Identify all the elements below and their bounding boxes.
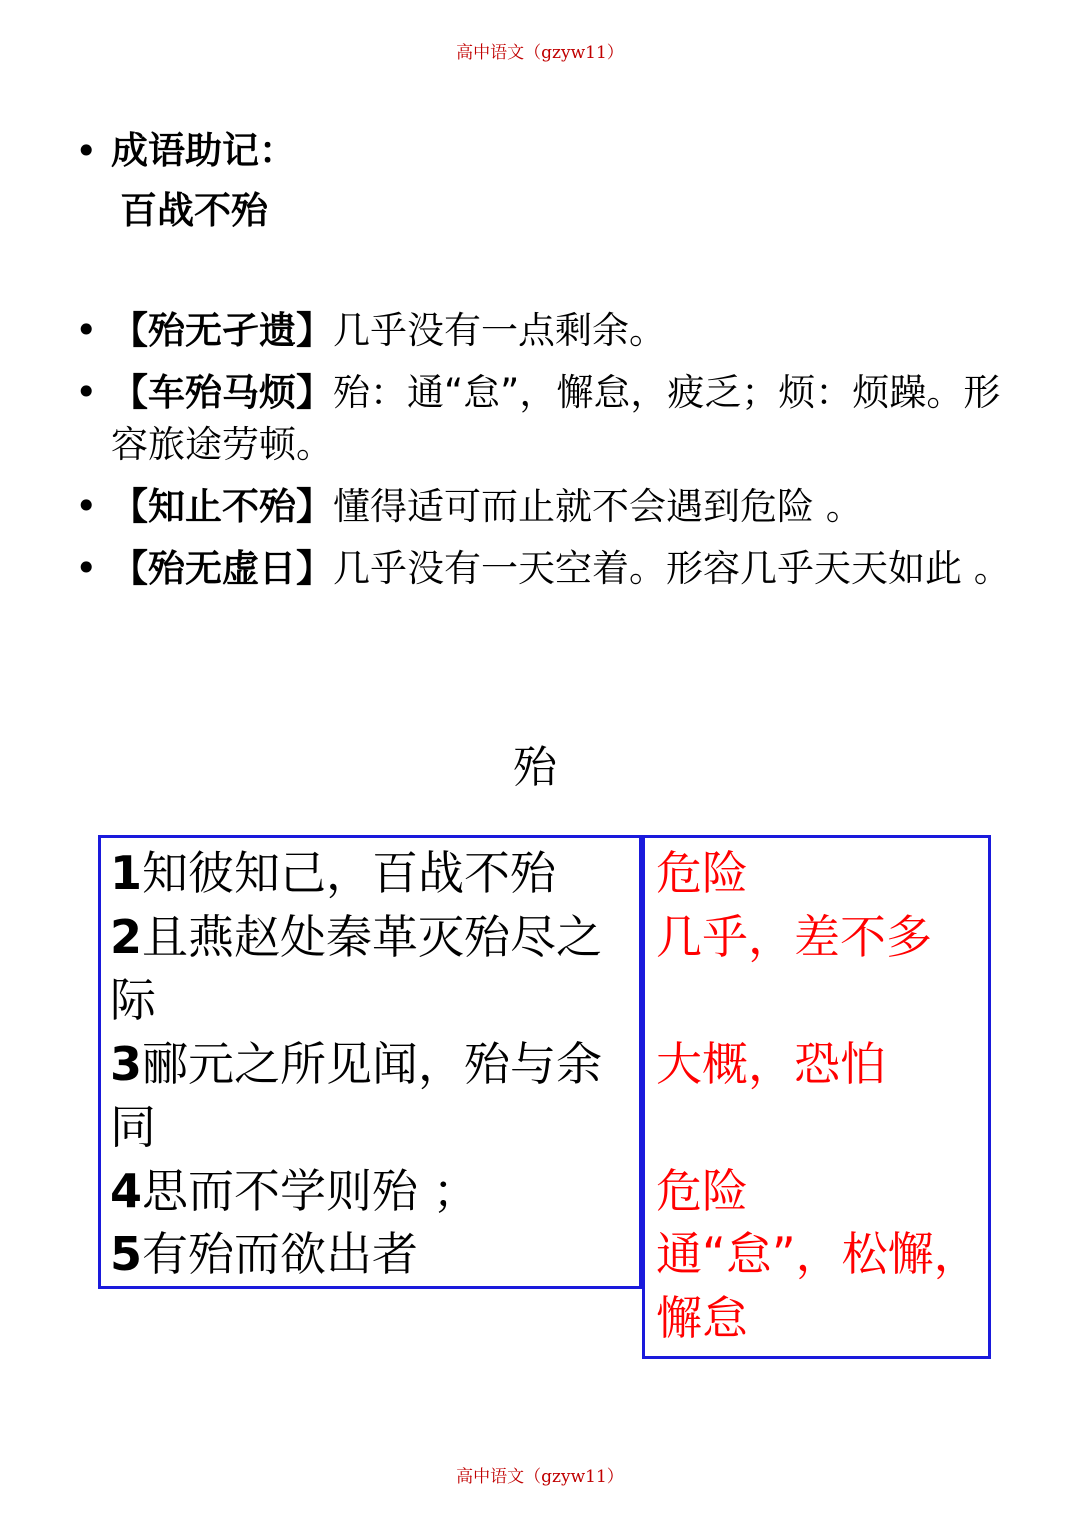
example-text: 郦元之所见闻，殆与余同: [110, 1036, 603, 1154]
example-number: 4: [110, 1163, 143, 1218]
bullet-dot: •: [75, 370, 98, 414]
example-number: 5: [110, 1227, 143, 1281]
page-footer: 高中语文（gzyw11）: [456, 1467, 624, 1487]
meaning-item: [656, 1096, 986, 1160]
idiom-item: [75, 481, 1015, 533]
character-heading: 殆: [513, 742, 557, 793]
meaning-list: [656, 842, 986, 1350]
example-text: 且燕赵处秦革灭殆尽之际: [110, 909, 603, 1027]
mnemonic-section: [75, 126, 1015, 176]
meaning-item: 危险: [656, 846, 748, 900]
idiom-term: 【殆无孑遗】: [111, 309, 333, 352]
meaning-item: 危险: [656, 1163, 748, 1218]
idiom-definition: 几乎没有一点剩余。: [333, 309, 666, 352]
example-text: 知彼知己，百战不殆: [142, 846, 557, 900]
idiom-term: 【车殆马烦】: [111, 371, 333, 414]
page-header: 高中语文（gzyw11）: [456, 43, 624, 63]
example-text: 有殆而欲出者: [142, 1227, 419, 1281]
meaning-item: 几乎，差不多: [656, 909, 932, 964]
meaning-item: 大概，恐怕: [656, 1036, 886, 1091]
mnemonic-title: 成语助记：: [111, 129, 296, 172]
idiom-definition: 殆：通“怠”，懈怠，疲乏；烦：烦躁。形容旅途劳顿。: [111, 371, 1001, 466]
example-sentence: [110, 906, 630, 1033]
example-sentence: [110, 1223, 630, 1287]
idiom-term: 【殆无虚日】: [111, 547, 333, 590]
idiom-item: [75, 305, 1015, 357]
idiom-item: [75, 543, 1015, 595]
bullet-dot: •: [75, 129, 98, 173]
idiom-definition: 懂得适可而止就不会遇到危险 。: [333, 485, 863, 528]
example-sentences: [110, 842, 630, 1287]
meaning-item: [656, 969, 986, 1033]
bullet-dot: •: [75, 484, 98, 528]
meaning-item: 通“怠”，松懈，懈怠: [656, 1227, 980, 1345]
example-number: 1: [110, 846, 143, 900]
mnemonic-subtitle: 百战不殆: [120, 189, 268, 232]
example-number: 3: [110, 1036, 143, 1091]
example-sentence: [110, 842, 630, 906]
example-sentence: [110, 1033, 630, 1160]
idiom-list: [75, 305, 1015, 605]
example-text: 思而不学则殆 ；: [142, 1163, 479, 1218]
example-sentence: [110, 1160, 630, 1224]
bullet-dot: •: [75, 308, 98, 352]
idiom-item: [75, 367, 1015, 471]
idiom-definition: 几乎没有一天空着。形容几乎天天如此 。: [333, 547, 1011, 590]
idiom-term: 【知止不殆】: [111, 485, 333, 528]
bullet-dot: •: [75, 546, 98, 590]
example-number: 2: [110, 909, 143, 964]
